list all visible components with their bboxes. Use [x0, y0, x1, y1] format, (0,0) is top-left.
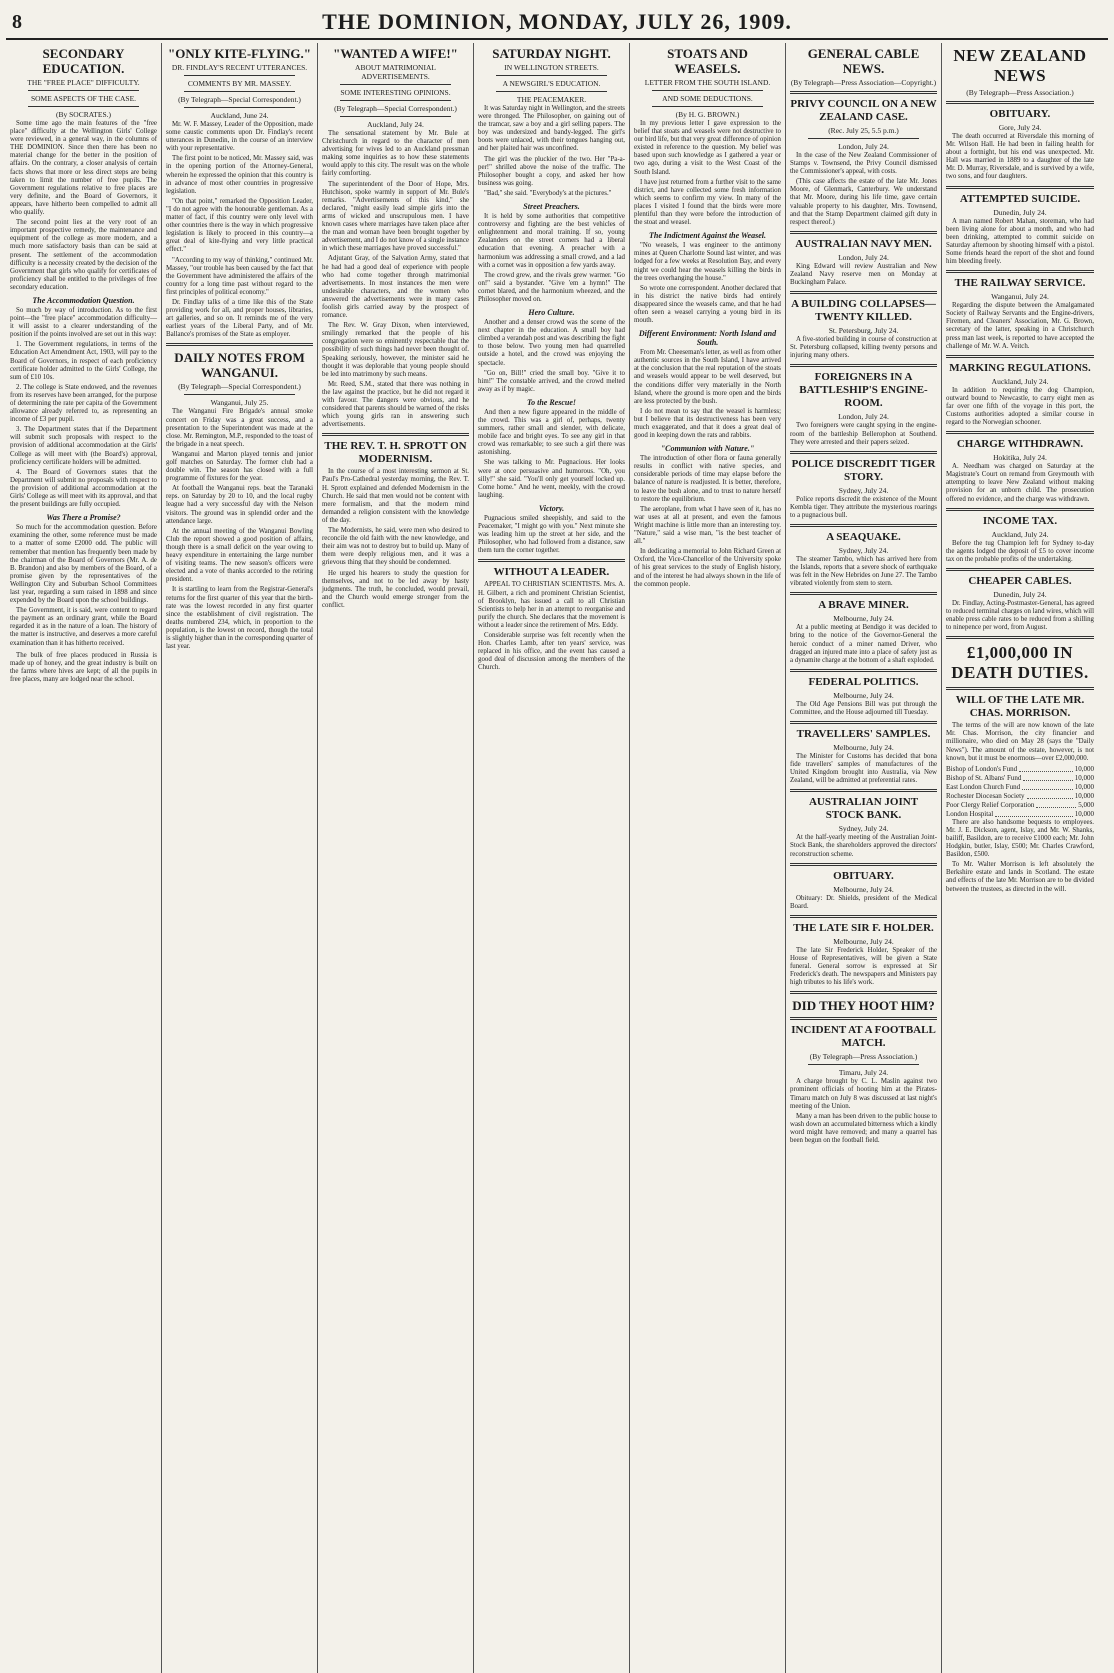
- section-heading: Street Preachers.: [523, 202, 580, 212]
- subheadline: DR. FINDLAY'S RECENT UTTERANCES.: [171, 63, 308, 72]
- subheadline: Hokitika, July 24.: [993, 453, 1047, 463]
- headline: NEW ZEALAND NEWS: [953, 46, 1087, 85]
- paragraph: APPEAL TO CHRISTIAN SCIENTISTS. Mrs. A. H. Gilbert, a rich and prominent Christian Scientist, of Brooklyn, has issued a call to all Christian Scientists to help her in an attempt to reorganise and purify the church. She declares that the movement is without a leader since the retirement of Mrs. Eddy.: [478, 581, 625, 629]
- paragraph: The Wanganui Fire Brigade's annual smoke concert on Friday was a great success, and a presentation to the Superintendent was made at the close. Mr. Remington, M.P., responded to the toast of the brigade in a neat speech.: [166, 408, 313, 448]
- paragraph: At a public meeting at Bendigo it was decided to bring to the notice of the Governor-General the heroic conduct of a miner named Driver, who dragged an injured mate into a place of safety just as a dynamite charge at the bottom of a shaft exploded.: [790, 624, 937, 664]
- headline: DID THEY HOOT HIM?: [792, 998, 935, 1014]
- headline: MARKING REGULATIONS.: [949, 361, 1091, 374]
- article: [10, 296, 157, 509]
- paragraph: She was talking to Mr. Pugnacious. Her looks were at once persuasive and humorous. "Oh, you silly!" she said. "You'll only get yourself locked up. Come home." And he went, meekly, with the crowd laughing.: [478, 459, 625, 499]
- paragraph: 2. The college is State endowed, and the revenues from its reserves have been arranged, for the purpose of determining the rate per capita of the Government allowance already referred to, as representing an income of £3 per pupil.: [10, 383, 157, 424]
- headline: "ONLY KITE-FLYING.": [167, 46, 312, 61]
- article-divider: [790, 291, 937, 294]
- article: [946, 508, 1094, 564]
- column-5: [630, 43, 786, 1673]
- paragraph: Adjutant Gray, of the Salvation Army, stated that he had had a good deal of experience with people who had come together through matrimonial advertisements. In most instances the men were undesirable characters, and the women who answered the advertisements were in many cases foolish girls carried away by the prospect of romance.: [322, 255, 469, 320]
- article: [790, 592, 937, 664]
- subheadline: Melbourne, July 24.: [833, 743, 894, 752]
- section-heading: Hero Culture.: [528, 308, 575, 318]
- subheadline: LETTER FROM THE SOUTH ISLAND.: [644, 78, 771, 87]
- article-divider: [790, 91, 937, 94]
- paragraph: In the course of a most interesting sermon at St. Paul's Pro-Cathedral yesterday morning, the Rev. T. H. Sprott explained and defended Modernism in the Church. He said that men would not be content with mere formalism, and that the modern mind demanded a religion consistent with the knowledge of the day.: [322, 468, 469, 524]
- legacy-amount: 10,000: [1074, 764, 1094, 773]
- paragraph: "Go on, Bill!" cried the small boy. "Give it to him!" The constable arrived, and the crowd melted away as if by magic.: [478, 369, 625, 393]
- headline-rule: [808, 1064, 919, 1065]
- paragraph: "No weasels, I was engineer to the antimony mines at Queen Charlotte Sound last winter, and was lodged for a few weeks at Resolution Bay, and every night we could hear the weasels killing the birds in the trees overhanging the house.": [634, 242, 781, 282]
- subheadline: Gore, July 24.: [998, 123, 1042, 132]
- paragraph: The death occurred at Riversdale this morning of Mr. Wilson Hall. He had been in failing health for about a fortnight, but his end was unexpected. Mr. Hall was married in 1889 to a daughter of the late Mr. D. Murray, Riversdale, and is survived by a wife, two sons, and four daughters.: [946, 133, 1094, 181]
- headline: THE LATE SIR F. HOLDER.: [793, 921, 934, 934]
- headline: AUSTRALIAN NAVY MEN.: [795, 237, 932, 250]
- paragraph: Considerable surprise was felt recently when the Hon. Charles Lamb, after ten years' service, was replaced in his office, and the event has caused a good deal of discussion among the members of the Church.: [478, 631, 625, 672]
- subheadline: A NEWSGIRL'S EDUCATION.: [502, 79, 601, 88]
- headline: A BRAVE MINER.: [818, 599, 909, 612]
- subheadline: Auckland, July 24.: [991, 529, 1049, 539]
- headline-rule: [340, 116, 451, 117]
- legacy-name: Bishop of London's Fund: [946, 764, 1018, 773]
- paragraph: "Bad," she said. "Everybody's at the pictures.": [484, 189, 612, 197]
- subheadline: Melbourne, July 24.: [833, 614, 894, 624]
- article: [166, 343, 313, 651]
- columns: [6, 43, 1108, 1673]
- article: [790, 721, 937, 785]
- paragraph: "On that point," remarked the Opposition Leader, "I do not agree with the honourable gentleman. As a matter of fact, if this country were only level with other countries there is the way in which progressive legislation is likely to proceed in this country—a great deal of kite-flying and very little practical effect.": [166, 197, 313, 254]
- article-divider: [946, 636, 1094, 639]
- subheadline: (By Telegraph—Special Correspondent.): [334, 104, 457, 113]
- article: [478, 398, 625, 500]
- article: [634, 231, 781, 325]
- article: [478, 202, 625, 304]
- section-heading: Was There a Promise?: [46, 513, 121, 523]
- article: [790, 364, 937, 446]
- article-divider: [790, 669, 937, 672]
- subheadline: Auckland, July 24.: [991, 376, 1049, 386]
- section-heading: The Accommodation Question.: [32, 295, 135, 305]
- paragraph: The Modernists, he said, were men who desired to reconcile the old faith with the new knowledge, and their aim was not to destroy but to build up. Many of them were deeply religious men, and it was a grievous thing that they should be condemned.: [322, 527, 469, 567]
- headline-rule: [652, 106, 763, 107]
- headline-rule: [28, 106, 139, 107]
- article: [10, 46, 157, 292]
- paragraph: Regarding the dispute between the Amalgamated Society of Railway Servants and the Engine-drivers, Firemen, and Cleaners' Association, Mr. G. Brown, secretary of the latter, speaking in a Christchurch press man last week, is reported to have accepted the challenge of Mr. W. A. Veitch.: [946, 302, 1094, 350]
- paragraph: The second point lies at the very root of an important prospective remedy, the maintenance and equipment of the college as more modern, and a much more satisfactory basis than can be said at present. The settlement of the accommodation difficulty is a necessity created by the decision of the Government that girls who qualify for certificates of proficiency shall be entitled to the privileges of free secondary education.: [10, 219, 157, 291]
- legacy-row: [946, 774, 1094, 783]
- subheadline: Wanganui, July 25.: [210, 398, 269, 408]
- subheadline: THE PEACEMAKER.: [516, 95, 587, 104]
- section-heading: Different Environment: North Island and South.: [638, 329, 777, 348]
- headline: FEDERAL POLITICS.: [808, 675, 919, 688]
- column-2: [162, 43, 318, 1673]
- article: [478, 504, 625, 555]
- paragraph: The introduction of other flora or fauna generally results in conflict with native species, and considerable periods of time may elapse before the balance of nature is readjusted. It is better, therefore, to leave the bush alone, and to trust to nature herself to restore the equilibrium.: [634, 455, 781, 503]
- article: [790, 789, 937, 858]
- article: [946, 431, 1094, 503]
- headline: "WANTED A WIFE!": [333, 46, 458, 61]
- article: [10, 652, 157, 684]
- subheadline: (By Telegraph—Press Association.): [966, 88, 1074, 97]
- subheadline: Wanganui, July 24.: [991, 292, 1049, 302]
- headline-rule: [652, 90, 763, 91]
- headline: CHEAPER CABLES.: [968, 574, 1072, 587]
- headline: FOREIGNERS IN A BATTLESHIP'S ENGINE-ROOM.: [799, 371, 928, 410]
- paragraph: So wrote one correspondent. Another declared that in his district the native birds had entirely disappeared since the weasels came, and that he had often seen a weasel carrying a young bird in its mouth.: [634, 284, 781, 325]
- article: [790, 91, 937, 227]
- headline: STOATS AND WEASELS.: [667, 46, 748, 76]
- subheadline: Auckland, June 24.: [210, 111, 269, 120]
- article-divider: [322, 433, 469, 436]
- paragraph: 4. The Board of Governors states that the Department will submit no proposals with respect to the provision of additional accommodation at the Girls' College as will meet with its approval, and that the present buildings are fully occupied.: [10, 468, 157, 509]
- paragraph: The Rev. W. Gray Dixon, when interviewed, smilingly remarked that the people of his congregation were so eminently respectable that the possibility of such things had never been thought of. Speaking seriously, however, the minister said he thought it was deplorable that young people should be led into matrimony by such means.: [322, 322, 469, 378]
- paragraph: I do not mean to say that the weasel is harmless; but I believe that its destructiveness has been very much exaggerated, and that it does a great deal of good in keeping down the rats and rabbits.: [634, 407, 781, 440]
- subheadline: (Rec. July 25, 5.5 p.m.): [828, 126, 899, 135]
- headline: INCOME TAX.: [982, 514, 1058, 527]
- article-divider: [946, 101, 1094, 104]
- paragraph: Dr. Findlay, Acting-Postmaster-General, has agreed to reduced terminal charges on land wires, which will enable press cable rates to be reduced from a shilling to ninepence per word, from August.: [946, 599, 1094, 632]
- subheadline: (By SOCRATES.): [55, 110, 111, 119]
- article: [946, 636, 1094, 683]
- article-divider: [790, 991, 937, 994]
- headline: POLICE DISCREDIT TIGER STORY.: [791, 457, 936, 483]
- paragraph: In addition to requiring the dog Champion, outward bound to Newcastle, to carry eight men as far over one fifth of the voyage in this port, the Customs authorities adopted a similar course in regard to the Norwegian schooner.: [946, 386, 1094, 427]
- article: [790, 991, 937, 1013]
- article-divider: [790, 915, 937, 918]
- headline: A BUILDING COLLAPSES—TWENTY KILLED.: [791, 298, 936, 324]
- paragraph: And then a new figure appeared in the middle of the crowd. This was a girl of, perhaps, twenty summers, rather small and slender, with delicate, mobile face and bright eyes. To see any girl in that crowd was remarkable; to see such a girl there was astonishing.: [478, 408, 625, 457]
- paragraph: In the case of the New Zealand Commissioner of Stamps v. Townsend, the Privy Council dismissed the Commissioner's appeal, with costs.: [790, 152, 937, 176]
- headline: OBITUARY.: [833, 869, 894, 882]
- headline: TRAVELLERS' SAMPLES.: [796, 728, 931, 740]
- article-divider: [790, 524, 937, 527]
- paragraph: The Government, it is said, were content to regard the payment as an ordinary grant, while the Board regarded it as in the nature of a loan. The history of the matter is instructive, and deserves a more careful examination than it has hitherto received.: [10, 607, 157, 647]
- article: [634, 329, 781, 440]
- headline: OBITUARY.: [989, 108, 1051, 120]
- article: [10, 513, 157, 647]
- legacy-row: [946, 765, 1094, 774]
- subheadline: Melbourne, July 24.: [833, 884, 894, 894]
- headline-rule: [184, 91, 295, 92]
- paragraph: Mr. Reed, S.M., stated that there was nothing in the law against the practice, but he did not regard it with favour. The dangers were obvious, and he considered that parents should be warned of the risks which young girls ran in answering such advertisements.: [322, 380, 469, 429]
- paragraph: Two foreigners were caught spying in the engine-room of the battleship Bellerophon at Southend. They were arrested and their papers seized.: [790, 422, 937, 446]
- subheadline: Dunedin, July 24.: [993, 207, 1047, 217]
- subheadline: Melbourne, July 24.: [833, 936, 894, 946]
- article: [790, 291, 937, 360]
- paragraph: Before the tug Champion left for Sydney to-day the agents lodged the deposit of £5 to cover income tax on the probable profits of the undertaking.: [946, 539, 1094, 563]
- paragraph: In dedicating a memorial to John Richard Green at Oxford, the Vice-Chancellor of the University spoke of his great services to the study of English history, and of the interest he had always shown in the life of the common people.: [634, 548, 781, 588]
- paragraph: 3. The Department states that if the Department will submit such proposals with respect to the provision of additional accommodation at the Girls' College as will meet with (the Board's) approval, proficiency certificate holders will be admitted.: [10, 426, 157, 466]
- article-divider: [790, 592, 937, 595]
- paragraph: The steamer Tambo, which has arrived here from the Islands, reports that a severe shock of earthquake was felt in the New Hebrides on June 27. The Tambo vibrated violently from stem to stern.: [790, 555, 937, 588]
- article: [790, 524, 937, 588]
- subheadline: (By H. G. BROWN.): [675, 110, 740, 119]
- headline: GENERAL CABLE NEWS.: [807, 46, 920, 76]
- subheadline: AND SOME DEDUCTIONS.: [662, 94, 753, 103]
- article-divider: [946, 355, 1094, 358]
- paragraph: A five-storied building in course of construction at St. Petersburg collapsed, killing twenty persons and injuring many others.: [790, 336, 937, 360]
- paragraph: (This case affects the estate of the late Mr. Jones Moore, of Glenmark, Canterbury. We understand that Mr. Moore, during his life time, gave certain valuable property to his daughter, Mrs. Townsend, and that the Stamp Department claimed gift duty in respect thereof.): [790, 178, 937, 226]
- article-divider: [790, 364, 937, 367]
- paragraph: To Mr. Walter Morrison is left absolutely the Berkshire estate and lands in Scotland. The estate and effects of the late Mr. Morrison are to be divided between the trustees, as directed in the will.: [946, 861, 1094, 893]
- paragraph: There are also handsome bequests to employees. Mr. J. E. Dickson, agent, Islay, and Mr. W. Shanks, bailiff, Basildon, are to receive £1000 each; Mr. John Hodgkin, butler, Islay, £500; Mr. Charles Crawford, Basildon, £500.: [946, 818, 1094, 859]
- headline: SATURDAY NIGHT.: [492, 46, 611, 61]
- subheadline: IN WELLINGTON STREETS.: [504, 63, 599, 72]
- legacy-amount: 10,000: [1074, 773, 1094, 782]
- article-divider: [790, 451, 937, 454]
- paragraph: From Mr. Cheeseman's letter, as well as from other authentic sources in the South Island, I have arrived at the conclusion that the real reputation of the stoats and weasels would appear to be well deserved, but the conditions differ very materially in the North Island, where the ground is more open and the birds are less protected by the bush.: [634, 349, 781, 405]
- column-6: [786, 43, 942, 1673]
- legacy-row: [946, 783, 1094, 792]
- headline-rule: [184, 107, 295, 108]
- paragraph: At the annual meeting of the Wanganui Bowling Club the report showed a good position of affairs, though there is a small deficit on the year owing to heavy expenditure in entertaining the large number of visiting teams. The new season's officers were elected and a vote of thanks accorded to the retiring president.: [166, 527, 313, 584]
- article-divider: [478, 559, 625, 562]
- article: [790, 669, 937, 717]
- paragraph: The aeroplane, from what I have seen of it, has no war uses at all at present, and even the famous Wright machine is little more than an interesting toy. "Nature," said a wise man, "is the best teacher of all.": [634, 505, 781, 546]
- section-heading: "Communion with Nature.": [660, 444, 755, 454]
- subheadline: Sydney, July 24.: [838, 824, 889, 834]
- article-divider: [790, 721, 937, 724]
- article: [946, 568, 1094, 632]
- column-3: [318, 43, 474, 1673]
- article: [790, 451, 937, 520]
- article: [946, 687, 1094, 893]
- article-divider: [946, 508, 1094, 511]
- subheadline: ABOUT MATRIMONIAL ADVERTISEMENTS.: [355, 63, 436, 81]
- subheadline: Dunedin, July 24.: [993, 589, 1047, 599]
- paragraph: Pugnacious smiled sheepishly, and said to the Peacemaker, "I might go with you." Next minute she was leading him up the street at her side, and the Philosopher, who had followed from a distance, saw them turn the corner together.: [478, 514, 625, 555]
- paragraph: It is startling to learn from the Registrar-General's returns for the first quarter of this year that the birth-rate was the lowest recorded in any first quarter since the establishment of civil registration. The deaths numbered 234, which, in proportion to the population, is the lowest on record, though the total is slightly higher than in the corresponding quarter of last year.: [166, 586, 313, 651]
- legacy-row: [946, 810, 1094, 819]
- article-divider: [790, 789, 937, 792]
- paragraph: In my previous letter I gave expression to the belief that stoats and weasels were not destructive to our bird life, but that very great difference of opinion existed in reference to the question. My belief was based upon such knowledge as I gathered a year or two ago, during a visit to the West Coast of the South Island.: [634, 120, 781, 176]
- paragraph: Many a man has been driven to the public house to wash down an accumulated bitterness which a kindly word might have removed; and many a quarrel has been begun on the football field.: [790, 1112, 937, 1144]
- legacy-row: [946, 801, 1094, 810]
- paragraph: Obituary: Dr. Shields, president of the Medical Board.: [790, 894, 937, 910]
- section-heading: Victory.: [538, 503, 565, 513]
- legacy-row: [946, 792, 1094, 801]
- headline: THE REV. T. H. SPROTT ON MODERNISM.: [324, 440, 467, 466]
- article-divider: [790, 1017, 937, 1020]
- article: [790, 915, 937, 987]
- subheadline: Sydney, July 24.: [838, 485, 889, 495]
- legacy-amount: 10,000: [1074, 791, 1094, 800]
- article: [946, 46, 1094, 97]
- subheadline: Auckland, July 24.: [367, 120, 424, 129]
- paragraph: Dr. Findlay talks of a time like this of the State providing work for all, and proper houses, libraries, art galleries, and so on. It reminds me of the very earliest years of the Liberal Party, and of Mr. Ballance's promises of the State as employer.: [166, 298, 313, 339]
- article: [322, 433, 469, 610]
- subheadline: London, July 24.: [838, 142, 889, 151]
- paragraph: Another and a denser crowd was the scene of the next chapter in the education. A small boy had climbed a verandah post and was describing the fight to those below. Two young men had quarrelled outside a hotel, and the crowd was enjoying the spectacle.: [478, 319, 625, 367]
- paragraph: The Old Age Pensions Bill was put through the Committee, and the House adjourned till Tuesday.: [790, 700, 937, 716]
- subheadline: (By Telegraph—Special Correspondent.): [178, 95, 301, 104]
- article: [166, 46, 313, 339]
- masthead: [6, 6, 1108, 40]
- paragraph: The bulk of free places produced in Russia is made up of honey, and the great industry is built on the farms where hives are kept; of all the pupils in free places, many are lodged near the school.: [10, 651, 157, 683]
- paragraph: Some time ago the main features of the "free place" difficulty at the Wellington Girls' College were reviewed, in a general way, in the columns of THE DOMINION. Since then there has been no material change for the better in the position of affairs. On the contrary, a closer analysis of certain facts shows that more or less direct steps are being taken to limit the number of free pupils. The Government regulations relative to free places are very definite, and the Board of Governors, it appears, have hitherto been compelled to admit all who qualify.: [10, 120, 157, 217]
- paragraph: At the half-yearly meeting of the Australian Joint-Stock Bank, the shareholders approved the directors' reconstruction scheme.: [790, 834, 937, 858]
- paragraph: The Minister for Customs has decided that bona fide travellers' samples of manufactures of the United Kingdom brought into Australia, via New Zealand, will be admitted at preferential rates.: [790, 753, 937, 785]
- subheadline: London, July 24.: [838, 412, 889, 422]
- legacy-name: Poor Clergy Relief Corporation: [946, 800, 1035, 809]
- page-number: 8: [12, 10, 22, 33]
- article-divider: [946, 431, 1094, 434]
- headline: ATTEMPTED SUICIDE.: [959, 192, 1081, 205]
- article: [946, 186, 1094, 267]
- paragraph: Police reports discredit the existence of the Mount Kembla tiger. They attribute the mysterious roarings to a pugnacious bull.: [790, 495, 937, 519]
- subheadline: (By Telegraph—Special Correspondent.): [178, 382, 301, 392]
- headline-rule: [808, 138, 919, 139]
- article: [478, 559, 625, 672]
- headline: CHARGE WITHDRAWN.: [956, 438, 1084, 451]
- paragraph: A. Needham was charged on Saturday at the Magistrate's Court on remand from Greymouth with attempting to leave New Zealand without making provision for an unborn child. The prosecution offered no evidence, and the charge was withdrawn.: [946, 463, 1094, 503]
- subheadline: Melbourne, July 24.: [833, 690, 894, 700]
- headline: A SEAQUAKE.: [826, 530, 901, 543]
- article-divider: [946, 270, 1094, 273]
- paragraph: The first point to be noticed, Mr. Massey said, was in the opening portion of the Attorney-General, wherein he expressed the opinion that this country is in advance of most other countries in progressive legislation.: [166, 155, 313, 195]
- paragraph: At football the Wanganui reps. beat the Taranaki reps. on Saturday by 20 to 10, and the local rugby league had a very successful day with the Nelson visitors. The ground was in splendid order and the attendance large.: [166, 485, 313, 525]
- paragraph: King Edward will review Australian and New Zealand Navy reserve men on Monday at Buckingham Palace.: [790, 262, 937, 287]
- paragraph: He urged his hearers to study the question for themselves, and not to be led away by hasty judgments. The truth, he concluded, would prevail, and the Church would emerge stronger from the conflict.: [322, 569, 469, 609]
- headline-rule: [496, 75, 607, 76]
- article: [478, 46, 625, 198]
- paragraph: A man named Robert Mahan, storeman, who had been living alone for about a month, and who had been drinking, attempted to commit suicide on Saturday afternoon by shooting himself with a pistol. Some friends heard the report of the shot and found him bleeding freely.: [946, 217, 1094, 266]
- article-divider: [946, 687, 1094, 690]
- headline: £1,000,000 IN DEATH DUTIES.: [951, 643, 1089, 683]
- column-4: [474, 43, 630, 1673]
- subheadline: (By Telegraph—Press Association—Copyright.): [790, 78, 937, 87]
- article-divider: [946, 186, 1094, 189]
- article: [790, 46, 937, 87]
- subheadline: (By Telegraph—Press Association.): [809, 1052, 918, 1062]
- article-divider: [166, 343, 313, 346]
- paragraph: Wanganui and Marton played tennis and junior golf matches on Saturday. The former club had a double win. The season has closed with a full programme of fixtures for the year.: [166, 450, 313, 483]
- paragraph: The terms of the will are now known of the late Mr. Chas. Morrison, the city financier and millionaire, who died on May 28 (says the "Daily News"). The amount of the estate, however, is not known, but it must be enormous—over £2,000,000.: [946, 722, 1094, 762]
- headline-rule: [28, 90, 139, 91]
- article: [634, 46, 781, 227]
- article: [946, 355, 1094, 427]
- subheadline: Sydney, July 24.: [838, 545, 889, 555]
- headline-rule: [340, 100, 451, 101]
- legacy-name: Bishop of St. Albans' Fund: [946, 773, 1022, 782]
- article: [790, 231, 937, 287]
- paragraph: It is held by some authorities that competitive controversy and fighting are the best vehicles of enlightenment and moral training. If so, young Zealanders on the street corners had a liberal education that evening. A preacher with a harmonium was addressing a small crowd, and a lad with a cornet was in opposition a few yards away.: [478, 213, 625, 269]
- headline: SECONDARY EDUCATION.: [42, 46, 125, 76]
- paragraph: It was Saturday night in Wellington, and the streets were thronged. The Philosopher, on gaining out of the tramcar, saw a boy and a girl selling papers. The boy was undersized and bandy-legged. The girl's boots were unlaced, with their tongues hanging out, and her plaited hair was unconfined.: [478, 105, 625, 153]
- headline: WITHOUT A LEADER.: [493, 566, 610, 579]
- headline: AUSTRALIAN JOINT STOCK BANK.: [808, 796, 919, 822]
- paragraph: The sensational statement by Mr. Bule at Christchurch in regard to the character of men advertising for wives led to an Auckland pressman making some inquiries as to how these statements would apply to this city. The result was on the whole fairly comforting.: [322, 130, 469, 178]
- headline-rule: [184, 394, 295, 395]
- paragraph: I have just returned from a further visit to the same district, and have collected some fresh information which seems to confirm my view. In many of the places I visited I found that the birds were more plentiful than they were before the introduction of the stoat and weasel.: [634, 178, 781, 227]
- legacy-name: Rochester Diocesan Society: [946, 791, 1025, 800]
- article-divider: [790, 231, 937, 234]
- headline-rule: [496, 91, 607, 92]
- paragraph: The girl was the pluckier of the two. Her "Pa-a-per!" shrilled above the noise of the traffic. The Philosopher bought a copy, and asked her how business was going.: [478, 155, 625, 187]
- paragraph: The superintendent of the Door of Hope, Mrs. Hutchison, spoke warmly in support of Mr. Bule's remarks. "Advertisements of this kind," she declared, "might easily lead simple girls into the arms of wicked and unscrupulous men. I have known cases where marriages have taken place after the man and woman have been brought together by advertisement, and I do not know of a single instance in which these marriages have proved successful.": [322, 180, 469, 253]
- legacy-name: London Hospital: [946, 809, 994, 818]
- subheadline: Timaru, July 24.: [838, 1068, 889, 1078]
- subheadline: St. Petersburg, July 24.: [828, 326, 899, 336]
- paragraph: Mr. W. F. Massey, Leader of the Opposition, made some caustic comments upon Dr. Findlay's recent utterances in Dunedin, in the course of an interview with your representative.: [166, 121, 313, 153]
- article: [790, 1017, 937, 1145]
- paragraph: "According to my way of thinking," continued Mr. Massey, "our trouble has been caused by the fact that the Government have administered the affairs of the country for a long time past without regard to the first principles of political economy.": [166, 256, 313, 296]
- legacy-name: East London Church Fund: [946, 782, 1021, 791]
- paragraph: The late Sir Frederick Holder, Speaker of the House of Representatives, will be given a State funeral. General sorrow is expressed at Sir Frederick's death. The newspapers and Ministers pay high tributes to his life's work.: [790, 946, 937, 987]
- subheadline: THE "FREE PLACE" DIFFICULTY.: [27, 78, 140, 87]
- subheadline: SOME INTERESTING OPINIONS.: [340, 88, 451, 97]
- paragraph: The crowd grew, and the rivals grew warmer. "Go on!" said a bystander. "Give 'em a hymn!" The cornet blared, and the harmonium wheezed, and the Philosopher moved on.: [478, 271, 625, 303]
- legacy-amount: 10,000: [1074, 809, 1094, 818]
- paragraph: A charge brought by C. L. Maslin against two prominent officials of hooting him at the Pirates-Timaru match on July 8 was discussed at last night's meeting of the Union.: [790, 1078, 937, 1110]
- article: [322, 46, 469, 429]
- subheadline: London, July 24.: [838, 252, 889, 262]
- paragraph: 1. The Government regulations, in terms of the Education Act Amendment Act, 1903, will pay to the Board of Governors, in respect of each proficiency certificate holder admitted to the Girls' College, the sum of £10 10s.: [10, 341, 157, 381]
- section-heading: To the Rescue!: [526, 397, 577, 407]
- legacy-amount: 5,000: [1078, 800, 1094, 809]
- headline: PRIVY COUNCIL ON A NEW ZEALAND CASE.: [790, 98, 937, 123]
- article: [634, 444, 781, 589]
- column-7: [942, 43, 1098, 1673]
- paragraph: So much for the accommodation question. Before examining the other, some reference must be made to a matter of some £2000 odd. The public will remember that mention has frequently been made by the chairman of the Board of Governors (Mr. A. de B. Brandon) and also by members of the Board, of a promise given by the representatives of the Wellington City and Suburban School Committees last year, regarding a sum raised in 1898 and since expended by the Board upon the school buildings.: [10, 524, 157, 605]
- subheadline: SOME ASPECTS OF THE CASE.: [30, 94, 137, 103]
- paragraph: So much by way of introduction. As to the first point—the "free place" accommodation difficulty—it will assist to a clearer understanding of the position if the points involved are set out in this way:: [10, 306, 157, 339]
- article-divider: [946, 568, 1094, 571]
- headline: WILL OF THE LATE MR. CHAS. MORRISON.: [955, 694, 1085, 720]
- headline: INCIDENT AT A FOOTBALL MATCH.: [791, 1024, 936, 1050]
- legacy-amount: 10,000: [1074, 782, 1094, 791]
- article: [478, 308, 625, 394]
- headline-rule: [184, 75, 295, 76]
- article: [946, 101, 1094, 182]
- article-divider: [790, 863, 937, 866]
- headline: THE RAILWAY SERVICE.: [954, 277, 1086, 290]
- newspaper-title: THE DOMINION, MONDAY, JULY 26, 1909.: [322, 9, 792, 34]
- headline: DAILY NOTES FROM WANGANUI.: [174, 350, 305, 381]
- article: [946, 270, 1094, 351]
- section-heading: The Indictment Against the Weasel.: [649, 231, 766, 241]
- article: [790, 863, 937, 911]
- subheadline: COMMENTS BY MR. MASSEY.: [187, 79, 292, 88]
- headline-rule: [340, 84, 451, 85]
- column-1: [6, 43, 162, 1673]
